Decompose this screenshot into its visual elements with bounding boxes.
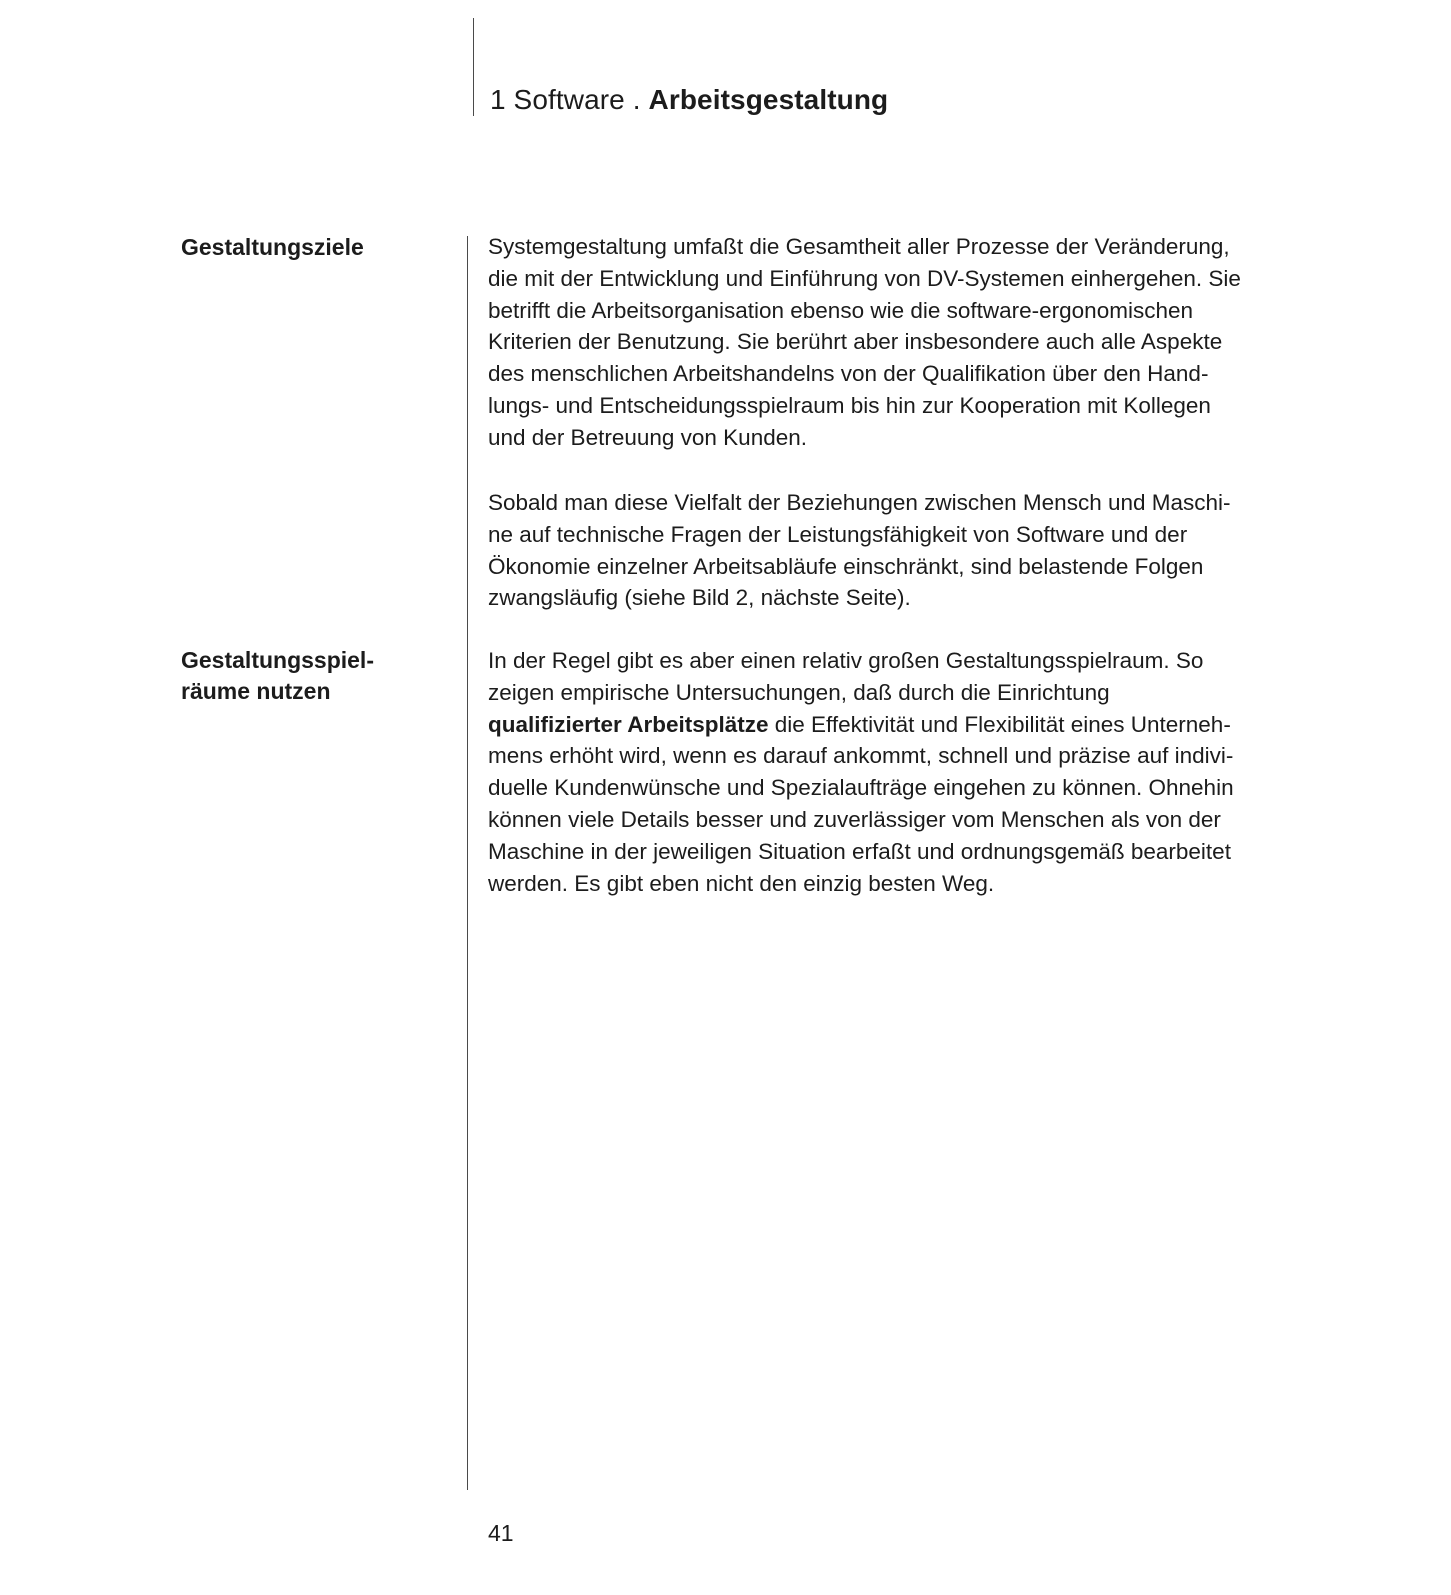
text-line: lungs- und Entscheidungsspielraum bis hin zur Kooperation mit Kollegen: [488, 392, 1211, 418]
text-line: [488, 709, 1388, 741]
paragraph-systemgestaltung: [488, 231, 1388, 454]
emphasis-text: qualifizierter Arbeitsplätze: [488, 711, 769, 737]
chapter-label: 1 Software: [490, 84, 625, 115]
header-separator: .: [632, 84, 641, 115]
text-line: zeigen empirische Untersuchungen, daß durch die Einrichtung: [488, 679, 1110, 705]
column-divider: [467, 236, 468, 1490]
margin-heading-text: Gestaltungsziele: [181, 234, 364, 260]
margin-heading-spielraeume: [181, 645, 421, 707]
text-line: Ökonomie einzelner Arbeitsabläufe einschränkt, sind belastende Folgen: [488, 553, 1204, 579]
margin-heading-gestaltungsziele: [181, 232, 421, 263]
text-line: ne auf technische Fragen der Leistungsfähigkeit von Software und der: [488, 521, 1188, 547]
paragraph-regel: [488, 645, 1388, 899]
text-line: Sobald man diese Vielfalt der Beziehungen zwischen Mensch und Maschi-: [488, 490, 1231, 515]
text-line: duelle Kundenwünsche und Spezialaufträge eingehen zu können. Ohnehin: [488, 775, 1234, 801]
text-fragment: die Effektivität und Flexibilität eines Unterneh-: [768, 711, 1231, 737]
page-header: [490, 84, 888, 116]
margin-heading-line: räume nutzen: [181, 678, 331, 704]
paragraph-vielfalt: [488, 487, 1388, 614]
text-line: die mit der Entwicklung und Einführung von DV-Systemen einhergehen. Sie: [488, 265, 1241, 291]
text-line: Kriterien der Benutzung. Sie berührt aber insbesondere auch alle Aspekte: [488, 329, 1223, 355]
text-line: und der Betreuung von Kunden.: [488, 424, 807, 450]
margin-heading-line: Gestaltungsspiel-: [181, 647, 374, 673]
text-line: betrifft die Arbeitsorganisation ebenso wie die software-ergonomischen: [488, 297, 1193, 323]
header-divider: [473, 18, 474, 116]
page-number: 41: [488, 1520, 514, 1546]
text-line: des menschlichen Arbeitshandelns von der Qualifikation über den Hand-: [488, 361, 1209, 387]
text-line: zwangsläufig (siehe Bild 2, nächste Seite).: [488, 585, 911, 611]
text-line: mens erhöht wird, wenn es darauf ankommt, schnell und präzise auf indivi-: [488, 743, 1234, 769]
text-line: können viele Details besser und zuverlässiger vom Menschen als von der: [488, 806, 1221, 832]
chapter-title: Arbeitsgestaltung: [648, 84, 889, 115]
text-line: Systemgestaltung umfaßt die Gesamtheit aller Prozesse der Veränderung,: [488, 234, 1230, 259]
text-line: werden. Es gibt eben nicht den einzig besten Weg.: [488, 870, 995, 896]
text-line: Maschine in der jeweiligen Situation erfaßt und ordnungsgemäß bearbeitet: [488, 838, 1231, 864]
text-line: In der Regel gibt es aber einen relativ großen Gestaltungsspielraum. So: [488, 648, 1204, 673]
